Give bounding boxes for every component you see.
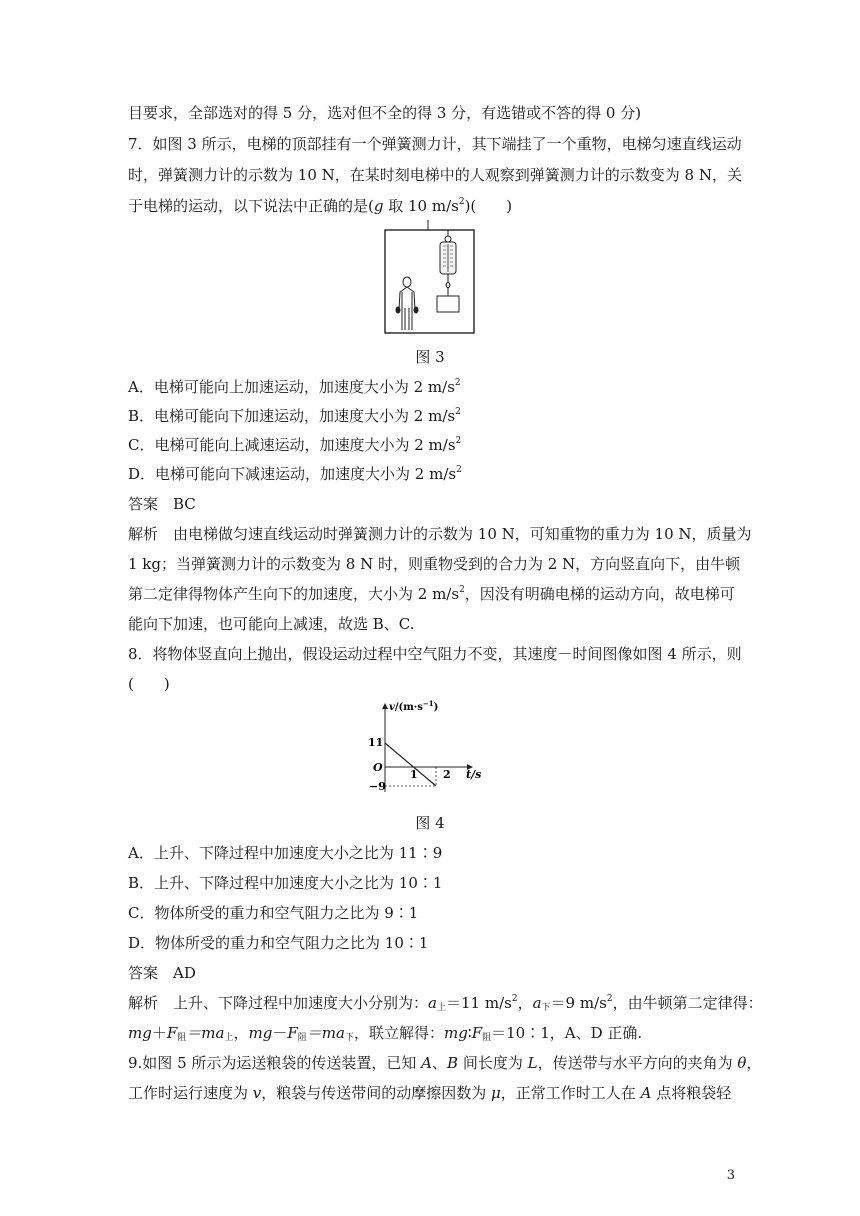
q8-option-a: A．上升、下降过程中加速度大小之比为 11∶9 bbox=[128, 844, 443, 862]
figure-4-vt-graph bbox=[360, 698, 510, 800]
q8-stem-line-2: ( ) bbox=[128, 675, 170, 693]
y-axis-label: $v/(m\cdot s^{-1})$ bbox=[389, 699, 439, 713]
q7-answer: 答案 BC bbox=[128, 495, 196, 513]
origin-label: O bbox=[373, 761, 383, 774]
q8-option-d: D．物体所受的重力和空气阻力之比为 10∶1 bbox=[128, 934, 429, 952]
spring-scale-icon bbox=[440, 230, 456, 288]
figure-3-elevator bbox=[380, 216, 480, 338]
q8-option-b: B．上升、下降过程中加速度大小之比为 10∶1 bbox=[128, 874, 443, 892]
q7-stem-line-1: 7．如图 3 所示，电梯的顶部挂有一个弹簧测力计，其下端挂了一个重物，电梯匀速直线运动 bbox=[128, 135, 742, 153]
y-tick-11: 11 bbox=[368, 736, 384, 749]
weight-block bbox=[437, 296, 459, 312]
q9-stem-line-1: 9.如图 5 所示为运送粮袋的传送装置，已知 A、B 间长度为 L，传送带与水平方向的夹角为 θ， bbox=[128, 1054, 762, 1072]
q7-option-a: A．电梯可能向上加速运动，加速度大小为 2 $m/s^2$ bbox=[128, 378, 461, 396]
figure-3-caption: 图 3 bbox=[415, 348, 445, 366]
q7-stem-line-3: 于电梯的运动，以下说法中正确的是(g 取 10 $m/s^2$)( ) bbox=[128, 197, 513, 215]
q7-option-b: B．电梯可能向下加速运动，加速度大小为 2 $m/s^2$ bbox=[128, 407, 461, 425]
q8-option-c: C．物体所受的重力和空气阻力之比为 9∶1 bbox=[128, 904, 419, 922]
y-tick-minus-9: −9 bbox=[369, 780, 386, 793]
intro-line: 目要求，全部选对的得 5 分，选对但不全的得 3 分，有选错或不答的得 0 分) bbox=[128, 104, 642, 122]
x-tick-1: 1 bbox=[410, 768, 418, 781]
figure-4-caption: 图 4 bbox=[415, 814, 445, 832]
x-axis-label: t/s bbox=[466, 768, 482, 781]
page-number: 3 bbox=[726, 1168, 735, 1183]
q9-stem-line-2: 工作时运行速度为 v，粮袋与传送带间的动摩擦因数为 μ，正常工作时工人在 A 点将粮袋轻 bbox=[128, 1084, 732, 1102]
q7-analysis-line-4: 能向下加速，也可能向上减速，故选 B、C. bbox=[128, 615, 415, 633]
q8-analysis-line-2: $mg+F_阻=ma_上$，$mg-F_阻=ma_下$，联立解得：$mg∶F_阻=10∶1$，A、D 正确. bbox=[128, 1024, 643, 1043]
q7-analysis-line-1: 解析 由电梯做匀速直线运动时弹簧测力计的示数为 10 N，可知重物的重力为 10 N，质量为 bbox=[128, 525, 752, 543]
person-icon bbox=[396, 277, 418, 330]
q7-analysis-line-3: 第二定律得物体产生向下的加速度，大小为 2 $m/s^2$，因没有明确电梯的运动方向，故电梯可 bbox=[128, 585, 735, 603]
q8-analysis-line-1: 解析 上升、下降过程中加速度大小分别为：$a_上=11$ $m/s^2$，$a_下=9$ $m/s^2$，由牛顿第二定律得： bbox=[128, 994, 763, 1013]
q7-analysis-line-2: 1 kg；当弹簧测力计的示数变为 8 N 时，则重物受到的合力为 2 N，方向竖直向下，由牛顿 bbox=[128, 555, 741, 573]
q8-stem-line-1: 8．将物体竖直向上抛出，假设运动过程中空气阻力不变，其速度－时间图像如图 4 所示，则 bbox=[128, 645, 742, 663]
q7-option-d: D．电梯可能向下减速运动，加速度大小为 2 $m/s^2$ bbox=[128, 465, 462, 483]
q7-stem-line-2: 时，弹簧测力计的示数为 10 N，在某时刻电梯中的人观察到弹簧测力计的示数变为 8 N，关 bbox=[128, 166, 742, 184]
q8-answer: 答案 AD bbox=[128, 964, 196, 982]
x-tick-2: 2 bbox=[443, 768, 451, 781]
q7-option-c: C．电梯可能向上减速运动，加速度大小为 2 $m/s^2$ bbox=[128, 436, 462, 454]
